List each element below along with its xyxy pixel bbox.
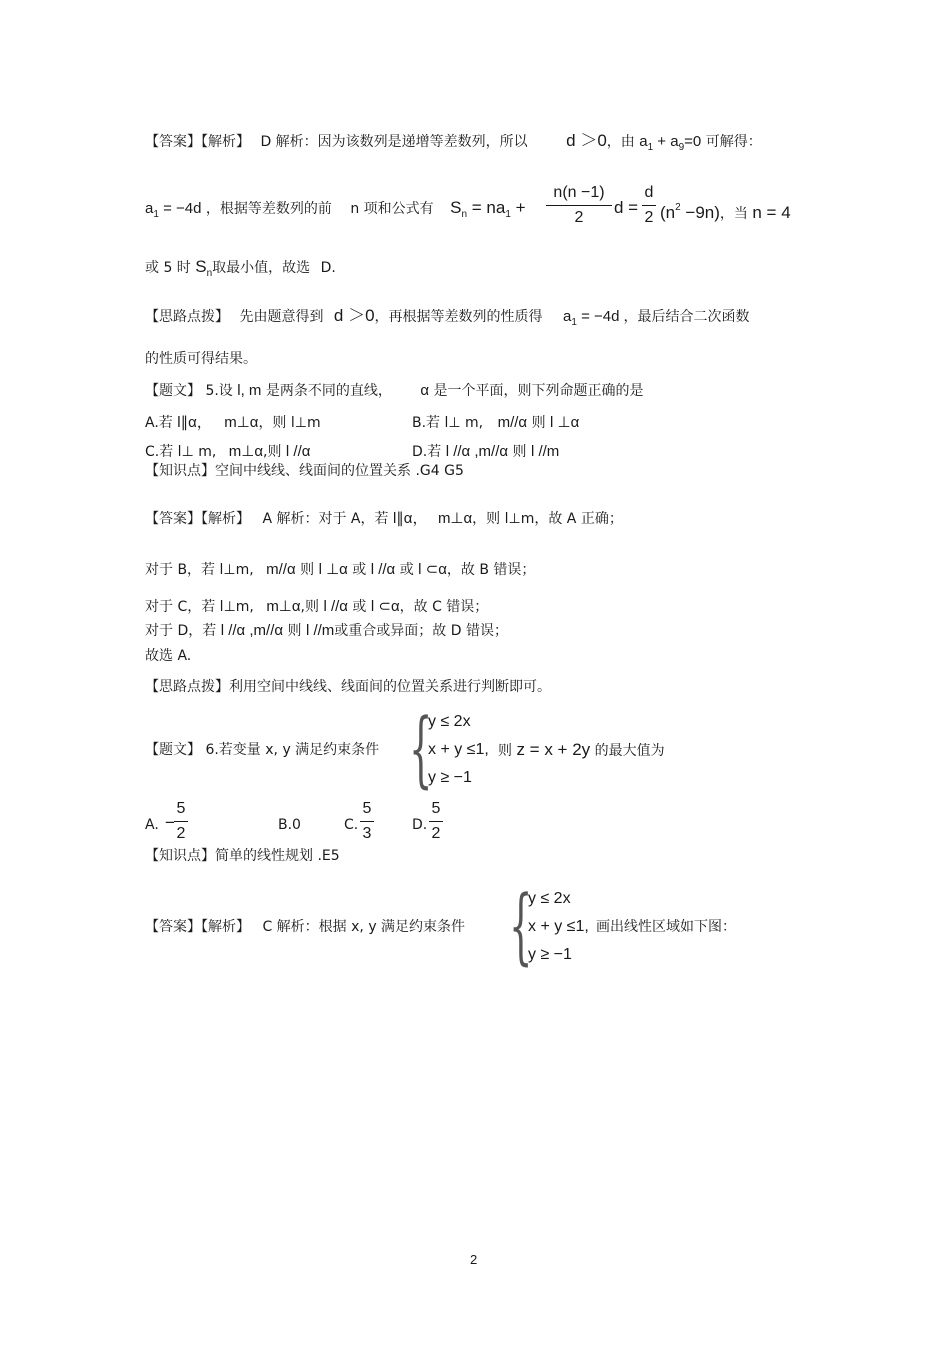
page-number: 2 (470, 1252, 478, 1267)
constraint-system: y ≤ 2x x + y ≤1, y ≥ −1 (428, 713, 489, 786)
question-5-option-d: D.若 l //α ,m//α 则 l //m (412, 443, 560, 460)
question-6-option-c-label: C. (344, 817, 359, 833)
question-6-objective: 则 z = x + 2y 的最大值为 (498, 740, 665, 759)
question-5-case-c: 对于 C，若 l⊥m, m⊥α,则 l //α 或 l ⊂α，故 C 错误； (145, 598, 489, 615)
question-6-answer: 【答案】【解析】 C 解析：根据 x, y 满足约束条件 (145, 919, 466, 935)
question-6-title: 【题文】 6.若变量 x, y 满足约束条件 (145, 742, 380, 758)
question-6-option-b: B.0 (278, 817, 301, 833)
tip-line-q4: 【思路点拨】 先由题意得到 d ＞0，再根据等差数列的性质得 $a_1 = -4d$ ，最后结合二次函数 (145, 306, 750, 328)
question-5-option-b: B.若 l⊥ m, m//α 则 l ⊥α (412, 414, 580, 431)
question-6-option-d-label: D. (412, 817, 428, 833)
question-5-choice: 故选 A. (145, 648, 192, 664)
fraction-5-over-3: 5 3 (360, 799, 374, 844)
fraction-n-n-minus-1-over-2: n(n −1) 2 (546, 183, 612, 228)
fraction-d-over-2: d 2 (642, 183, 656, 228)
fraction-5-over-2-d: 5 2 (429, 799, 443, 844)
left-brace-icon-2: { (509, 879, 533, 974)
left-brace-icon: { (409, 702, 433, 797)
tip-line-q4-cont: 的性质可得结果。 (145, 351, 257, 367)
question-5-knowledge-point: 【知识点】空间中线线、线面间的位置关系 .G4 G5 (145, 463, 464, 479)
fraction-5-over-2-a: 5 2 (174, 799, 188, 844)
question-6-knowledge-point: 【知识点】简单的线性规划 .E5 (145, 848, 340, 864)
question-5-option-c: C.若 l⊥ m, m⊥α,则 l //α (145, 443, 311, 460)
question-5-tip: 【思路点拨】利用空间中线线、线面间的位置关系进行判断即可。 (145, 679, 551, 695)
question-6-option-a-label: A. (145, 817, 159, 833)
question-5-case-d: 对于 D，若 l //α ,m//α 则 l //m或重合或异面；故 D 错误； (145, 622, 508, 639)
answer-line-q4: 【答案】【解析】 D 解析：因为该数列是递增等差数列，所以 d ＞0，由 $a_1 + a_9=0$ 可解得： (145, 131, 762, 153)
question-5-title: 【题文】 5.设 l, m 是两条不同的直线， α 是一个平面，则下列命题正确的是 (145, 382, 644, 399)
question-5-answer: 【答案】【解析】 A 解析：对于 A，若 l∥α， m⊥α，则 l⊥m，故 A 正确； (145, 510, 623, 527)
question-5-option-a: A.若 l∥α， m⊥α，则 l⊥m (145, 414, 321, 431)
question-6-answer-cont: 画出线性区域如下图： (596, 919, 736, 935)
conclusion-line-q4: 或 5 时 $S_n$取最小值，故选 D. (145, 257, 336, 279)
sum-formula-line: $a_1 = -4d$ ，根据等差数列的前 n 项和公式有 $S_n = na_1$ + (145, 198, 526, 220)
constraint-system-answer: y ≤ 2x x + y ≤1, y ≥ −1 (528, 890, 589, 963)
question-5-case-b: 对于 B，若 l⊥m, m//α 则 l ⊥α 或 l //α 或 l ⊂α，故 B 错误； (145, 561, 536, 578)
